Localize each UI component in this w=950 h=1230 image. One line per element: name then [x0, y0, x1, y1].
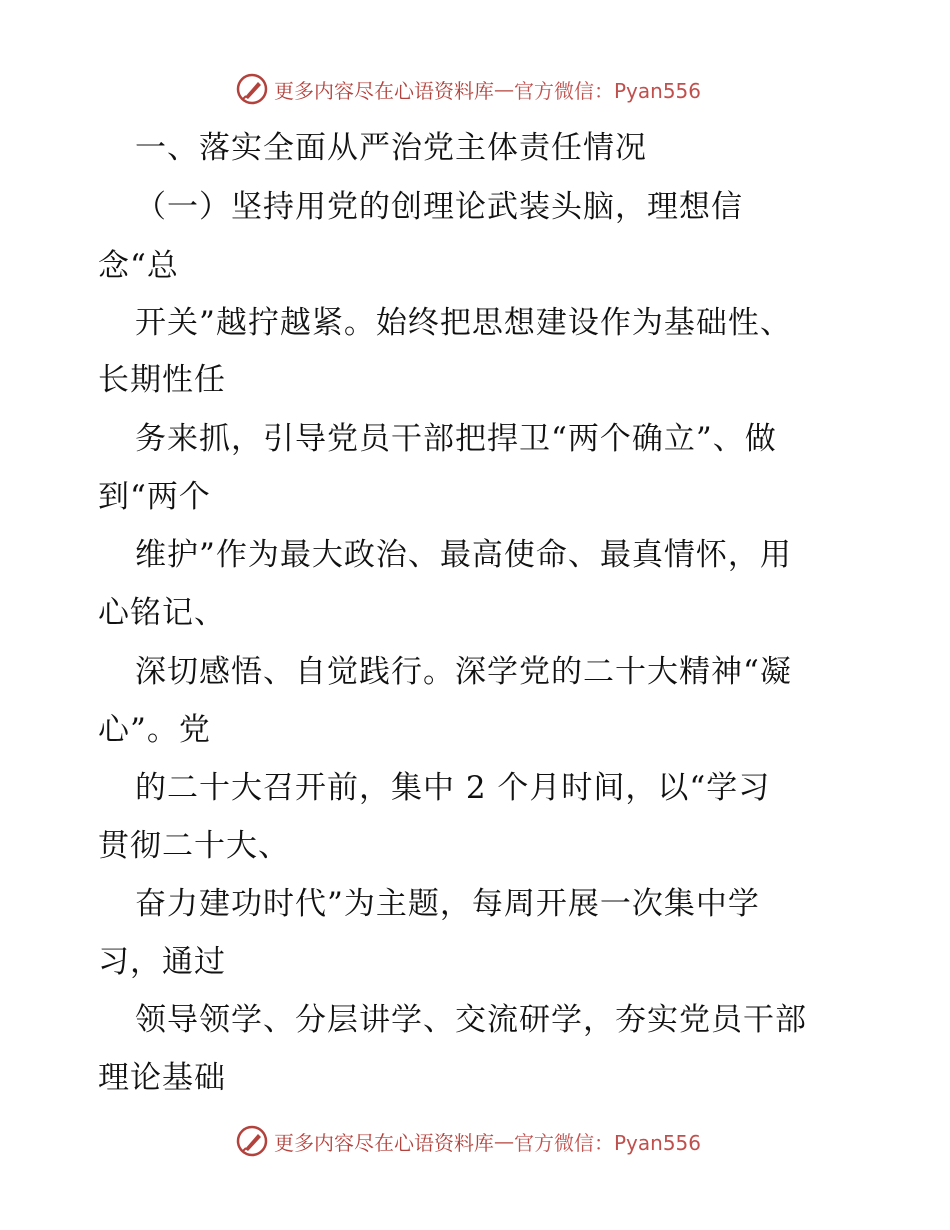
watermark-separator: —	[494, 1129, 514, 1153]
paragraph-line: 心铭记、	[98, 595, 226, 631]
paragraph-line: （一）坚持用党的创理论武装头脑，理想信	[135, 189, 743, 225]
paragraph-line: 领导领学、分层讲学、交流研学，夯实党员干部	[135, 1002, 807, 1038]
paragraph-line: 维护”作为最大政治、最高使命、最真情怀，用	[135, 537, 792, 573]
watermark-wechat-text: 官方微信：Pyan556	[514, 78, 702, 103]
watermark-main-text: 更多内容尽在心语资料库	[274, 1130, 494, 1155]
paragraph-line: 奋力建功时代”为主题，每周开展一次集中学	[135, 886, 760, 922]
paragraph-line: 习，通过	[98, 944, 226, 980]
paragraph-line: 深切感悟、自觉践行。深学党的二十大精神“凝	[135, 654, 792, 690]
header-watermark	[236, 72, 701, 106]
paragraph-line: 贯彻二十大、	[98, 828, 290, 864]
paragraph-line: 心”。党	[98, 712, 211, 748]
quill-pen-logo-icon	[236, 73, 268, 105]
watermark-main-text: 更多内容尽在心语资料库	[274, 78, 494, 103]
paragraph-line: 长期性任	[98, 362, 226, 398]
watermark-wechat-text: 官方微信：Pyan556	[514, 1130, 702, 1155]
footer-watermark	[236, 1124, 701, 1158]
paragraph-line: 到“两个	[98, 479, 211, 515]
paragraph-line: 务来抓，引导党员干部把捍卫“两个确立”、做	[135, 421, 777, 457]
watermark-separator: —	[494, 77, 514, 101]
quill-pen-logo-icon	[236, 1125, 268, 1157]
paragraph-line: 开关”越拧越紧。始终把思想建设作为基础性、	[135, 305, 792, 341]
paragraph-line: 念“总	[98, 248, 179, 284]
paragraph-line: 理论基础	[98, 1060, 226, 1096]
paragraph-line: 的二十大召开前，集中 2 个月时间，以“学习	[135, 770, 771, 806]
section-heading: 一、落实全面从严治党主体责任情况	[135, 130, 647, 166]
